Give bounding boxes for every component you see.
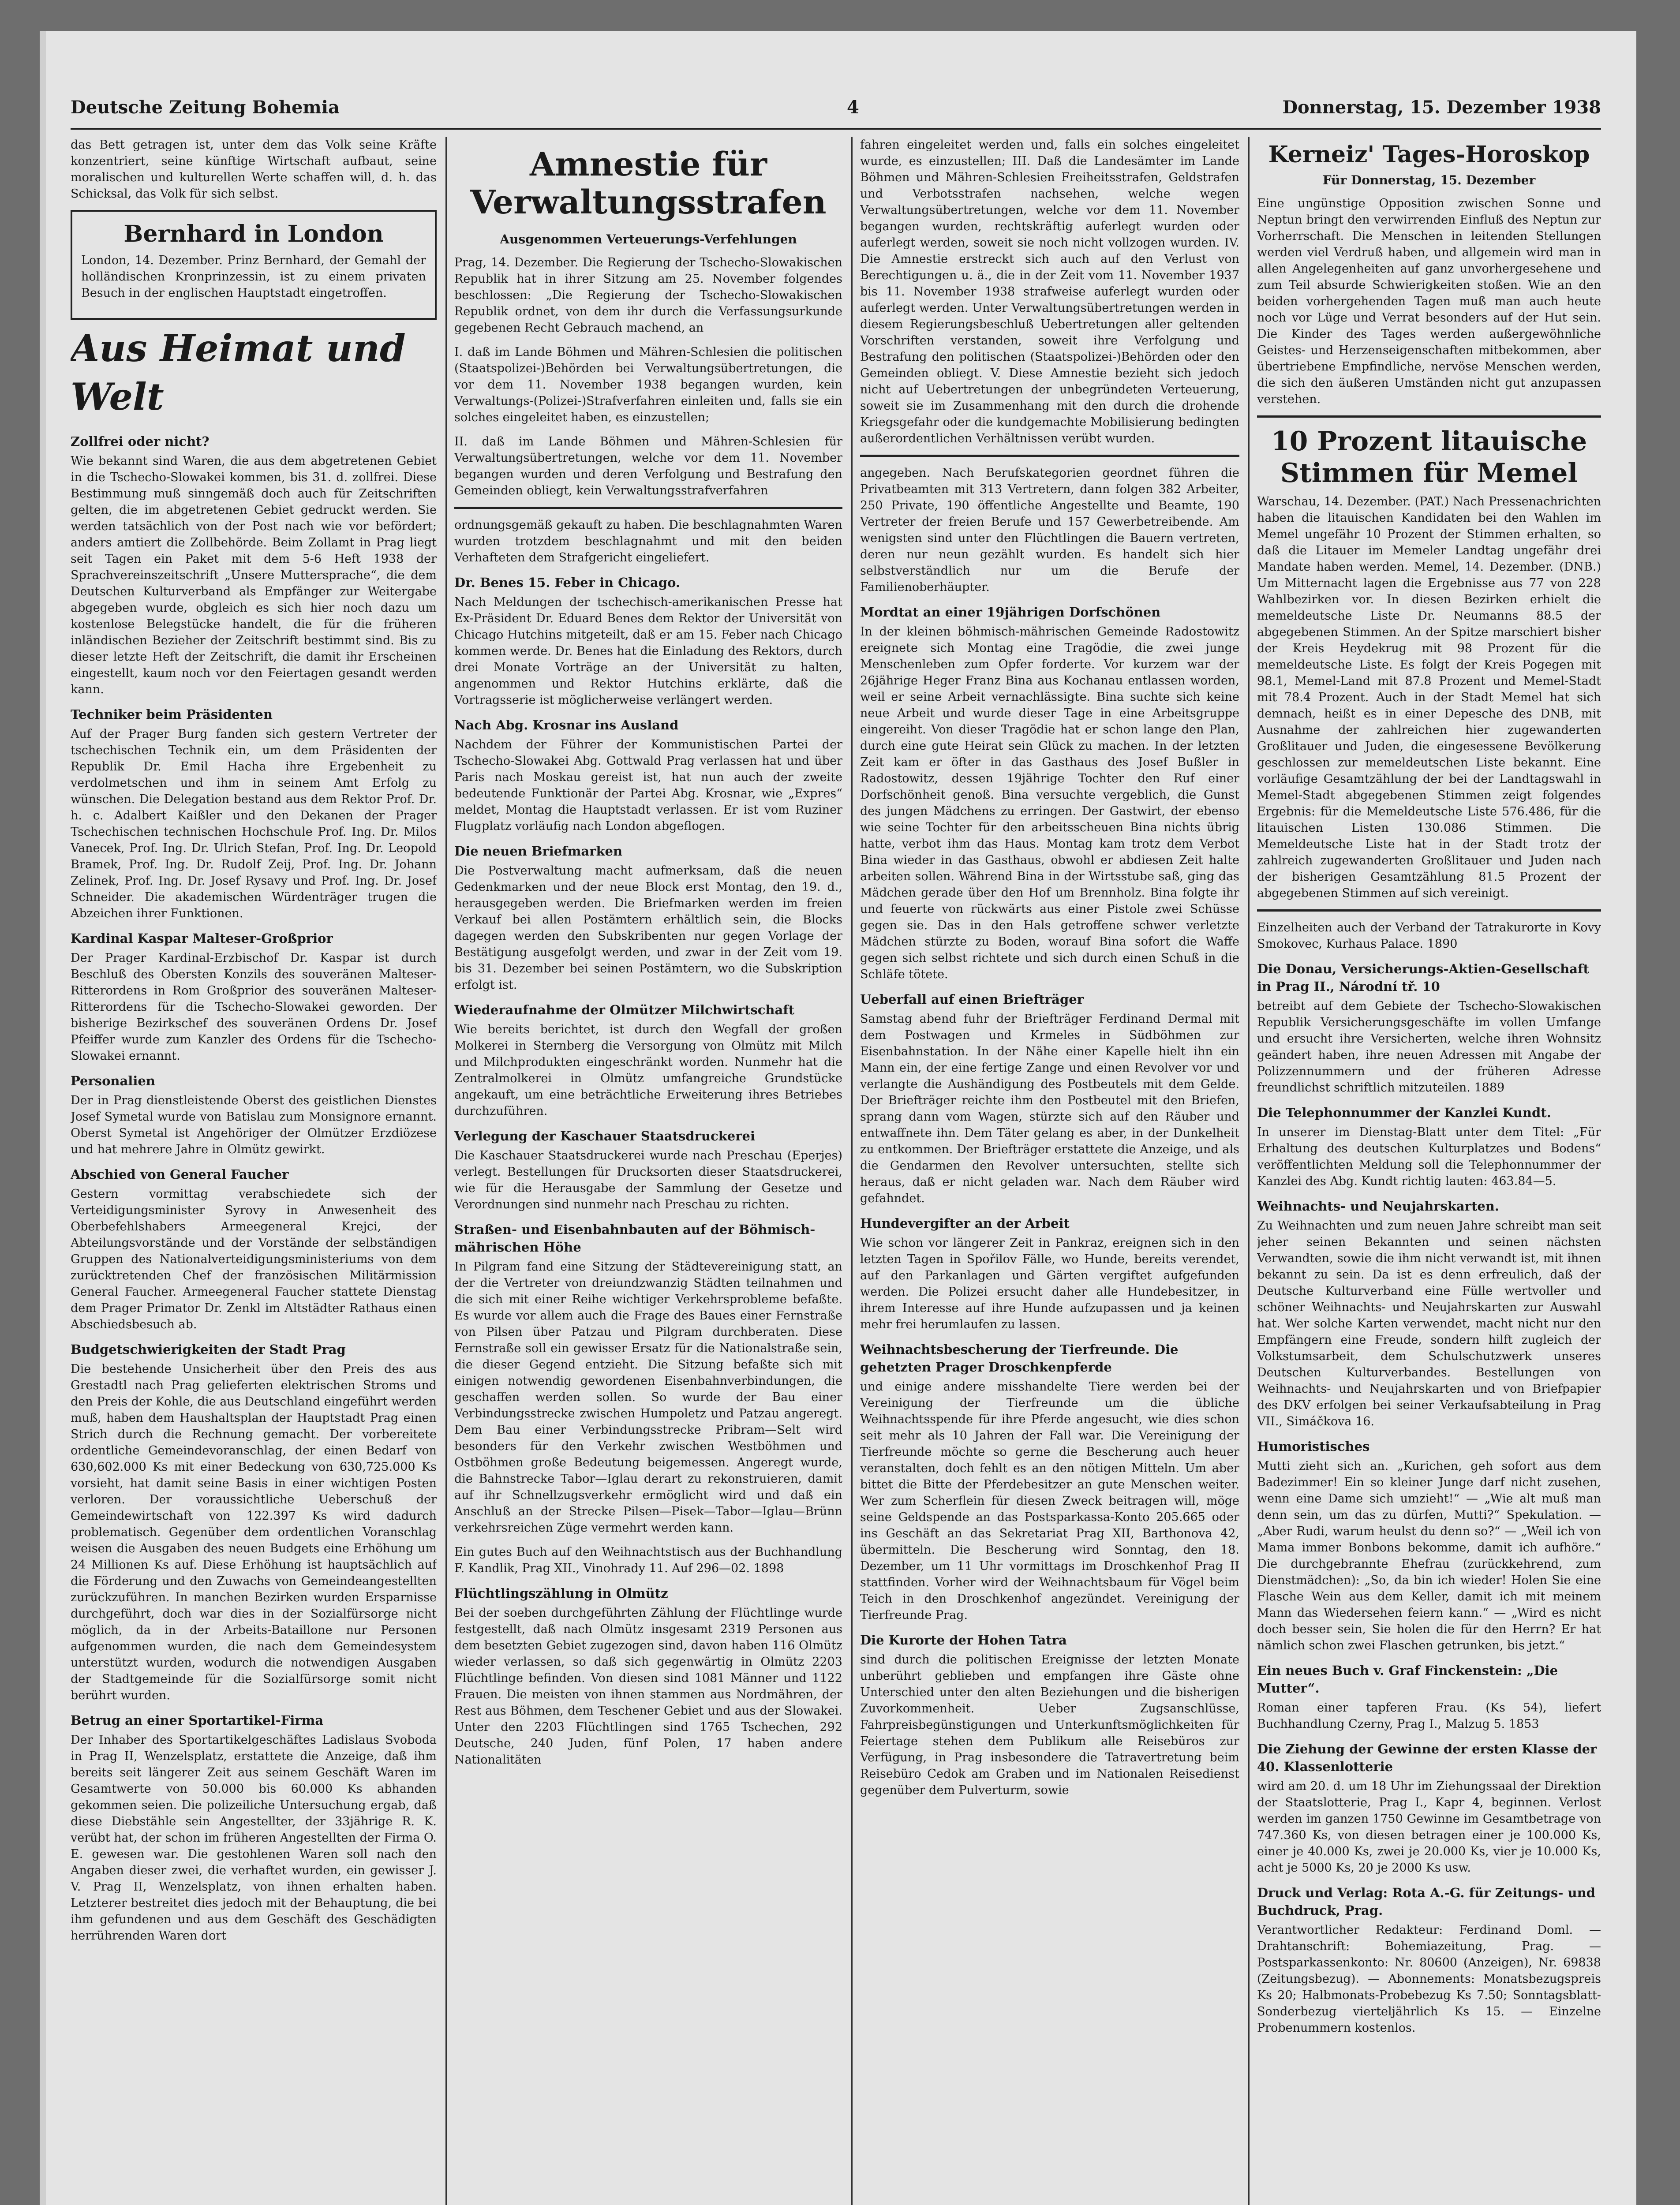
item-heading: Flüchtlingszählung in Olmütz [454, 1586, 668, 1601]
horoscope-headline: Kerneiz' Tages-Horoskop [1268, 141, 1590, 168]
item-text: Der Inhaber des Sportartikelgeschäftes Ladislaus Svoboda in Prag II, Wenzelsplatz, erstattete die Anzeige, daß ihm bereits seit längerer Zeit aus seinem Geschäft Waren im Gesamtwerte von 50.000 bis 60.000 Ks abhanden gekommen seien. Die polizeiliche Untersuchung ergab, daß diese Diebstähle sein Angestellter, der 33jährige R. K. verübt hat, der schon im früheren Angestellten der Firma O. E. gewesen war. Die gestohlenen Waren soll nach den Angaben dieser zwei, die verhaftet wurden, ein gewisser J. V. Prag II, Wenzelsplatz, von ihnen erhalten haben. Letzterer bestreitet dies jedoch mit der Behauptung, die bei ihm gefundenen und aus dem Geschäft des Geschädigten herrührenden Waren dort [71, 1733, 437, 1943]
header-date: Donnerstag, 15. Dezember 1938 [1282, 97, 1601, 118]
header-page-number: 4 [847, 97, 859, 118]
item-heading: Wiederaufnahme der Olmützer Milchwirtschaft [454, 1002, 795, 1017]
item-heading: Mordtat an einer 19jährigen Dorfschönen [860, 605, 1161, 620]
item-heading: Die neuen Briefmarken [454, 844, 623, 859]
section-heading: Aus Heimat und Welt [71, 326, 406, 419]
item-heading: Weihnachts- und Neujahrskarten. [1257, 1199, 1499, 1214]
item-text: Zu Weihnachten und zum neuen Jahre schreibt man seit jeher seinen Bekannten und seinen nächsten Verwandten, sowie die ihm nicht verwandt ist, mit ihnen bekannt zu sein. Da ist es denn erfreulich, daß der Deutsche Kulturverband eine Fülle wertvoller und schöner Weihnachts- und Neujahrskarten zur Auswahl hat. Wer solche Karten verwendet, macht nicht nur den Empfängern eine Freude, sondern hilft zugleich der Volkstumsarbeit, dem Schulschutzwerk unseres Deutschen Kulturverbandes. Bestellungen von Weihnachts- und Neujahrskarten und von Briefpapier des DKV erfolgen bei seiner Verkaufsabteilung in Prag VII., Simáčkova 16. [1257, 1219, 1601, 1428]
item-text: wird am 20. d. um 18 Uhr im Ziehungssaal der Direktion der Staatslotterie, Prag I., Kapr 4, beginnen. Verlost werden im ganzen 1750 Gewinne im Gesamtbetrage von 747.360 Ks, von diesen betragen einer je 100.000 Ks, einer je 40.000 Ks, zwei je 20.000 Ks, vier je 10.000 Ks, acht je 5000 Ks, 20 je 2000 Ks usw. [1257, 1779, 1601, 1875]
item-heading: Die Ziehung der Gewinne der ersten Klasse der 40. Klassenlotterie [1257, 1742, 1597, 1774]
item-heading: Weihnachtsbescherung der Tierfreunde. Die gehetzten Prager Droschkenpferde [860, 1342, 1179, 1375]
rule [1257, 415, 1601, 418]
column-divider [851, 137, 853, 2205]
item-heading: Die Donau, Versicherungs-Aktien-Gesellschaft in Prag II., Národní tř. 10 [1257, 961, 1589, 994]
item-heading: Ein neues Buch v. Graf Finckenstein: „Die Mutter“. [1257, 1663, 1558, 1696]
amnesty-intro: Prag, 14. Dezember. Die Regierung der Tschecho-Slowakischen Republik hat in ihrer Sitzung am 25. November folgendes beschlossen: „Die Regierung der Tschecho-Slowakischen Republik ordnet, von dem ihr durch die Verfassungsurkunde gegebenen Recht Gebrauch machend, an [454, 256, 842, 335]
item-heading: Nach Abg. Krosnar ins Ausland [454, 718, 679, 733]
item-text: Gestern vormittag verabschiedete sich der Verteidigungsminister Syrovy in Anwesenheit des Oberbefehlshabers Armeegeneral Krejci, der Abteilungsvorstände und der Vorstände der selbständigen Gruppen des Nationalverteidigungsministeriums von dem zurücktretenden Chef der französischen Militärmission General Faucher. Armeegeneral Faucher stattete Dienstag dem Prager Primator Dr. Zenkl im Altstädter Rathaus einen Abschiedsbesuch ab. [71, 1187, 437, 1331]
item-text: Ein gutes Buch auf den Weihnachtstisch aus der Buchhandlung F. Kandlik, Prag XII., Vinohrady 11. Auf 296—02. 1898 [454, 1545, 842, 1575]
column-divider [445, 137, 447, 2205]
item-heading: Kardinal Kaspar Malteser-Großprior [71, 931, 333, 946]
item-text: Die bestehende Unsicherheit über den Preis des aus Grestadtl nach Prag gelieferten elektrischen Stroms und den Preis der Kohle, die aus Deutschland eingeführt werden muß, haben dem Haushaltsplan der Hauptstadt Prag einen Strich durch die Rechnung gemacht. Der vorbereitete ordentliche Gemeindevoranschlag, der einen Bedarf von 630,602.000 Ks mit einer Bedeckung von 630,725.000 Ks vorsieht, hat damit seine Basis in einer wichtigen Posten verloren. Der voraussichtliche Ueberschuß der Gemeindewirtschaft von 122.397 Ks wird dadurch problematisch. Gegenüber dem ordentlichen Voranschlag weisen die Ausgaben des neuen Budgets eine Erhöhung um 24 Millionen Ks auf. Diese Erhöhung ist hauptsächlich auf die Förderung und den Zuwachs von Gemeindeangestellten zurückzuführen. In manchen Bezirken wurden Ersparnisse durchgeführt, doch war dies in der Sozialfürsorge nicht möglich, da in der Arbeits-Bataillone nur Personen aufgenommen wurden, die nach dem Gemeindesystem unterstützt wurden, wodurch die notwendigen Ausgaben der Stadtgemeinde für die Sozialfürsorge somit nicht berührt wurden. [71, 1362, 437, 1702]
item-heading: Hundevergifter an der Arbeit [860, 1216, 1070, 1231]
item-heading: Druck und Verlag: Rota A.-G. für Zeitungs- und Buchdruck, Prag. [1257, 1885, 1595, 1918]
item-text: Die Kaschauer Staatsdruckerei wurde nach Preschau (Eperjes) verlegt. Bestellungen für Drucksorten dieser Staatsdruckerei, wie für die Herausgabe der Sammlung der Gesetze und Verordnungen sind nunmehr nach Preschau zu richten. [454, 1149, 842, 1211]
item-text: Mutti zieht sich an. „Kurichen, geh sofort aus dem Badezimmer! Ein so kleiner Junge darf nicht zusehen, wenn eine Dame sich umzieht!“ — „Wie alt muß man denn sein, um das zu dürfen, Mutti?“ Spekulation. — „Aber Rudi, warum heulst du denn so?“ — „Weil ich von Mama immer Bonbons bekomme, damit ich aufhöre.“ Die durchgebrannte Ehefrau (zurückkehrend, zum Dienstmädchen): „So, da bin ich wieder! Holen Sie eine Flasche Wein aus dem Keller, damit ich mit meinem Mann das Wiedersehen feiern kann.“ — „Wird es nicht doch besser sein, Sie holen die für den Herrn? Er hat nämlich schon zwei Flaschen getrunken, bis jetzt.“ [1257, 1459, 1601, 1652]
item-text: ordnungsgemäß gekauft zu haben. Die beschlagnahmten Waren wurden trotzdem beschlagnahmt und mit den beiden Verhafteten dem Strafgericht eingeliefert. [454, 518, 842, 564]
item-text: fahren eingeleitet werden und, falls ein solches eingeleitet wurde, es einzustellen; III. Daß die Landesämter im Lande Böhmen und Mähren-Schlesien Freiheitsstrafen, Geldstrafen und Verbotsstrafen nachsehen, welche wegen Verwaltungsübertretungen, welche vor dem 11. November begangen wurden, rechtskräftig auferlegt wurden oder auferlegt werden, soweit sie noch nicht vollzogen wurden. IV. Die Amnestie erstreckt sich auch auf den Verlust von Berechtigungen u. ä., die in der Zeit vom 11. November 1937 bis 11. November 1938 strafweise auferlegt wurden oder auferlegt werden. Unter Verwaltungsübertretungen werden in diesem Regierungsbeschluß Uebertretungen aller geltenden Vorschriften verstanden, soweit ihre Verfolgung und Bestrafung den politischen (Staatspolizei-)Behörden oder den Gemeinden obliegt. V. Diese Amnestie bezieht sich jedoch nicht auf Uebertretungen der unbegründeten Verteuerung, soweit sie im Zusammenhang mit den durch die drohende Kriegsgefahr oder die kundgemachte Mobilisierung bedingten außerordentlichen Verhältnissen verübt wurden. [860, 138, 1239, 445]
amnesty-continuation [860, 137, 1239, 447]
item-text: In Pilgram fand eine Sitzung der Städtevereinigung statt, an der die Vertreter von dreiundzwanzig Städten teilnahmen und die sich mit einer Reihe wichtiger Verkehrsprobleme befaßte. Es wurde vor allem auch die Frage des Baues einer Fernstraße von Pilsen über Patzau und Pilgram durchberaten. Diese Fernstraße soll ein gewisser Ersatz für die Nationalstraße sein, die dieser Gegend entzieht. Die Sitzung befaßte sich mit einigen notwendig gewordenen Eisenbahnverbindungen, die geschaffen werden sollen. So wurde der Bau einer Verbindungsstrecke zwischen Humpoletz und Patzau angeregt. Dem Bau einer Verbindungsstrecke Pribram—Selt wird besonders für den Verkehr zwischen Westböhmen und Ostböhmen große Bedeutung beigemessen. Angeregt wurde, die Bahnstrecke Tabor—Iglau derart zu rekonstruieren, damit auf ihr Schnellzugsverkehr ermöglicht wird und daß ein Anschluß an der Strecke Pilsen—Pisek—Tabor—Iglau—Brünn verkehrsreichen Züge vermehrt werden kann. [454, 1260, 842, 1535]
bernhard-text: London, 14. Dezember. Prinz Bernhard, der Gemahl der holländischen Kronprinzessin, ist zu einem privaten Besuch in der englischen Hauptstadt eingetroffen. [81, 254, 426, 300]
amnesty-point: I. daß im Lande Böhmen und Mähren-Schlesien die politischen (Staatspolizei-)Behörden bei Verwaltungsübertretungen, die vor dem 11. November 1938 begangen wurden, kein Verwaltungs-(Polizei-)Strafverfahren einleiten und, falls sie ein solches eingeleitet haben, es einzustellen; [454, 345, 842, 424]
item-heading: Techniker beim Präsidenten [71, 707, 273, 722]
item-text: Einzelheiten auch der Verband der Tatrakurorte in Kovy Smokovec, Kurhaus Palace. 1890 [1257, 921, 1601, 951]
intro-paragraph: das Bett getragen ist, unter dem das Volk seine Kräfte konzentriert, seine künftige Wirtschaft aufbaut, seine moralischen und kulturellen Werte schaffen will, d. h. das Schicksal, das Volk für sich selbst. [71, 138, 437, 201]
item-text: Bei der soeben durchgeführten Zählung der Flüchtlinge wurde festgestellt, daß nach Olmütz insgesamt 2319 Personen aus dem besetzten Gebiet zugezogen sind, davon haben 116 Olmütz wieder verlassen, so daß sich gegenwärtig in Olmütz 2203 Flüchtlinge befinden. Von diesen sind 1081 Männer und 1122 Frauen. Die meisten von ihnen stammen aus Nordmähren, der Rest aus Böhmen, dem Teschener Gebiet und aus der Slowakei. Unter den 2203 Flüchtlingen sind 1765 Tschechen, 292 Deutsche, 240 Juden, fünf Polen, 17 haben andere Nationalitäten [454, 1606, 842, 1767]
item-text: Wie schon vor längerer Zeit in Pankraz, ereignen sich in den letzten Tagen in Spořilov Fälle, wo Hunde, bereits verendet, auf den Parkanlagen und Gärten vergiftet aufgefunden werden. Die Polizei ersucht daher alle Hundebesitzer, in ihrem Interesse auf ihre Hunde aufzupassen und ja keinen mehr frei herumlaufen zu lassen. [860, 1236, 1239, 1331]
item-heading: Zollfrei oder nicht? [71, 434, 210, 449]
item-heading: Verlegung der Kaschauer Staatsdruckerei [454, 1129, 755, 1144]
item-heading: Dr. Benes 15. Feber in Chicago. [454, 575, 681, 590]
item-text: Auf der Prager Burg fanden sich gestern Vertreter der tschechischen Technik ein, um dem Präsidenten der Republik Dr. Emil Hacha ihre Ergebenheit zu verdolmetschen und ihm in seinem Amt Erfolg zu wünschen. Die Delegation bestand aus dem Rektor Prof. Dr. h. c. Adalbert Kaißler und den Dekanen der Prager Tschechischen technischen Hochschule Prof. Ing. Dr. Milos Vanecek, Prof. Ing. Dr. Ulrich Stefan, Prof. Ing. Dr. Leopold Bramek, Prof. Ing. Dr. Rudolf Zeij, Prof. Ing. Dr. Johann Zelinek, Prof. Ing. Dr. Josef Rysavy und Prof. Ing. Dr. Josef Schneider. Die akademischen Würdenträger trugen die Abzeichen ihrer Funktionen. [71, 727, 437, 920]
item-text: und einige andere misshandelte Tiere werden bei der Vereinigung der Tierfreunde um die übliche Weihnachtsspende für ihre Pferde angesucht, wie dies schon seit mehr als 10 Jahren der Fall war. Die Vereinigung der Tierfreunde möchte so gerne die Bescherung auch heuer veranstalten, doch fehlt es an den nötigen Mitteln. Um aber bittet die Bitte der Pferdebesitzer an gute Menschen weiter. Wer zum Scherflein für diesen Zweck beitragen will, möge seine Geldspende an das Postsparkassa-Konto 205.665 oder ins Geschäft an das Sekretariat Prag XII, Barthonova 42, übermitteln. Die Bescherung wird Sonntag, den 18. Dezember, um 11 Uhr vormittags im Droschkenhof Prag II stattfinden. Vorher wird der Weihnachtsbaum für Vögel beim Teich in den Droschkenhof angezündet. Vereinigung der Tierfreunde Prag. [860, 1380, 1239, 1622]
item-heading: Die Telephonnummer der Kanzlei Kundt. [1257, 1105, 1551, 1120]
item-text: betreibt auf dem Gebiete der Tschecho-Slowakischen Republik Versicherungsgeschäfte im vollen Umfange und ersucht ihre Versicherten, welche ihren Wohnsitz geändert haben, ihre neuen Adressen mit Angabe der Polizzennummern und der früheren Adresse freundlichst schriftlich mitzuteilen. 1889 [1257, 999, 1601, 1095]
news-list [860, 465, 1239, 1798]
item-text: Roman einer tapferen Frau. (Ks 54), liefert Buchhandlung Czerny, Prag I., Malzug 5. 1853 [1257, 1701, 1601, 1731]
item-heading: Ueberfall auf einen Briefträger [860, 992, 1084, 1007]
amnesty-subheadline: Ausgenommen Verteuerungs-Verfehlungen [500, 232, 797, 247]
news-list [71, 433, 437, 1944]
item-heading: Betrug an einer Sportartikel-Firma [71, 1713, 324, 1728]
bernhard-article [71, 210, 437, 320]
newspaper-page [40, 31, 1636, 2205]
horoscope-subheadline: Für Donnerstag, 15. Dezember [1322, 173, 1536, 187]
page-edge [40, 31, 46, 2205]
horoscope-text: Eine ungünstige Opposition zwischen Sonne und Neptun bringt den verwirrenden Einfluß des Neptun zur Vorherrschaft. Die Menschen in leitenden Stellungen werden viel Verdruß haben, und allgemein wird man in allen Angelegenheiten auf ganz unvorhergesehene und zum Teil absurde Schwierigkeiten stoßen. Wie an den beiden vorhergehenden Tagen muß man auch heute noch vor Lüge und Verrat besonders auf der Hut sein. Die Kinder des Tages werden außergewöhnliche Geistes- und Herzenseigenschaften mitbekommen, aber übertriebene Empfindliche, nervöse Menschen werden, die sich den äußeren Umständen nicht gut anzupassen verstehen. [1257, 197, 1601, 406]
item-text: In unserer im Dienstag-Blatt unter dem Titel: „Für Erhaltung des deutschen Kulturplatzes und Bodens“ veröffentlichten Meldung soll die Telephonnummer der Kanzlei des Abg. Kundt richtig lauten: 463.84—5. [1257, 1125, 1601, 1188]
item-text: Nachdem der Führer der Kommunistischen Partei der Tschecho-Slowakei Abg. Gottwald Prag verlassen hat und über Paris nach Moskau gereist ist, hat nun auch der zweite bedeutende Funktionär der Partei Abg. Krosnar, wie „Expres“ meldet, Montag die Hauptstadt verlassen. Er ist vom Ruziner Flugplatz vorläufig nach London abgeflogen. [454, 738, 842, 833]
item-text: angegeben. Nach Berufskategorien geordnet führen die Privatbeamten mit 313 Vertretern, dann folgen 382 Arbeiter, 250 Private, 190 öffentliche Angestellte und Beamte, 190 Vertreter der freien Berufe und 157 Gewerbetreibende. Am wenigsten sind unter den Flüchtlingen die Bauern vertreten, deren nur neun gezählt wurden. Es handelt sich hier selbstverständlich nur um die Berufe der Familienoberhäupter. [860, 466, 1239, 594]
column-2 [454, 137, 842, 2205]
column-3 [860, 137, 1239, 2205]
item-text: Verantwortlicher Redakteur: Ferdinand Doml. — Drahtanschrift: Bohemiazeitung, Prag. — Postsparkassenkonto: Nr. 80600 (Anzeigen), Nr. 69838 (Zeitungsbezug). — Abonnements: Monatsbezugspreis Ks 20; Halbmonats-Probebezug Ks 7.50; Sonntagsblatt-Sonderbezug vierteljährlich Ks 15. — Einzelne Probenummern kostenlos. [1257, 1923, 1601, 2035]
item-heading: Personalien [71, 1073, 155, 1088]
column-divider [1248, 137, 1250, 2205]
rule [454, 507, 842, 509]
column-4 [1257, 137, 1601, 2205]
item-text: Wie bekannt sind Waren, die aus dem abgetretenen Gebiet in die Tschecho-Slowakei kommen, bis 31. d. zollfrei. Diese Bestimmung muß sinngemäß doch auch für Zeitschriften gelten, die im abgetretenen Gebiet gedruckt werden. Sie werden tatsächlich von der Post nach wie vor befördert; anders amtiert die Zollbehörde. Beim Zollamt in Prag liegt seit Tagen ein Paket mit dem 5-6 Heft 1938 der Sprachvereinszeitschrift „Unsere Muttersprache“, die dem Deutschen Kulturverband als Empfänger zur Weitergabe abgegeben wurde, obgleich es sich hier noch dazu um kostenlose Belegstücke handelt, die für die früheren inländischen Bezieher der Zeitschrift bestimmt sind. Bis zu dieser letzte Heft der Zeitschrift, die damit ihr Erscheinen eingestellt, kaum noch vor den Feiertagen gesandt werden kann. [71, 454, 437, 696]
memel-headline: 10 Prozent litauische Stimmen für Memel [1271, 426, 1587, 489]
item-text: Nach Meldungen der tschechisch-amerikanischen Presse hat Ex-Präsident Dr. Eduard Benes dem Rektor der Universität von Chicago Hutchins mitgeteilt, daß er am 15. Feber nach Chicago kommen werde. Dr. Benes hat die Einladung des Rektors, durch drei Monate Vorträge an der Universität zu halten, angenommen und Rektor Hutchins erklärte, daß die Vortragsserie ist möglicherweise verlängert werden. [454, 595, 842, 707]
memel-text: Warschau, 14. Dezember. (PAT.) Nach Pressenachrichten haben die litauischen Kandidaten bei den Wahlen im Memel ungefähr 10 Prozent der Stimmen erhalten, so daß die Litauer im Memeler Landtag ungefähr drei Mandate haben werden. Memel, 14. Dezember. (DNB.) Um Mitternacht lagen die Ergebnisse aus 77 von 228 Wahlbezirken vor. In diesen Bezirken erhielt die memeldeutsche Liste Dr. Neumanns 88.5 der abgegebenen Stimmen. An der Spitze marschiert bisher der Kreis Heydekrug mit 98 Prozent für die memeldeutsche Liste. Es folgt der Kreis Pogegen mit 98.1, Memel-Land mit 87.8 Prozent und Memel-Stadt mit 78.4 Prozent. Auch in der Stadt Memel hat sich demnach, heißt es in einer Depesche des DNB, mit Ausnahme der zahlreichen hier zugewanderten Großlitauer und Juden, die eingesessene Bevölkerung geschlossen zur memeldeutschen Liste bekannt. Eine vorläufige Gesamtzählung der bei der Landtagswahl in Memel-Stadt abgegebenen Stimmen zeigt folgendes Ergebnis: für die Memeldeutsche Liste 576.486, für die litauischen Listen 130.086 Stimmen. Die Memeldeutsche Liste hat in der Stadt trotz der zahlreich zugewanderten Großlitauer und Juden nach der bisherigen Gesamtzählung 81.5 Prozent der abgegebenen Stimmen auf sich vereinigt. [1257, 495, 1601, 900]
rule [860, 455, 1239, 457]
column-1 [71, 137, 437, 2205]
notices-list [1257, 919, 1601, 2036]
amnesty-headline: Amnestie für Verwaltungsstrafen [470, 146, 827, 221]
rule [1257, 909, 1601, 912]
item-heading: Humoristisches [1257, 1439, 1370, 1454]
header-paper-name: Deutsche Zeitung Bohemia [71, 97, 340, 118]
amnesty-point: II. daß im Lande Böhmen und Mähren-Schlesien für Verwaltungsübertretungen, welche vor dem 11. November begangen wurden und deren Verfolgung und Bestrafung den Gemeinden obliegt, kein Verwaltungsstrafverfahren [454, 435, 842, 497]
item-heading: Budgetschwierigkeiten der Stadt Prag [71, 1342, 346, 1357]
item-text: Samstag abend fuhr der Briefträger Ferdinand Dermal mit dem Postwagen und Krmeles in Südböhmen zur Eisenbahnstation. In der Nähe einer Kapelle hielt ihn ein Mann ein, der eine fertige Zange und einen Revolver vor und verlangte die Aushändigung des Postbeutels mit dem Gelde. Der Briefträger reichte ihm den Postbeutel mit den Briefen, sprang dann vom Wagen, stürzte sich auf den Räuber und entwaffnete ihn. Dem Täter gelang es aber, in der Dunkelheit zu entkommen. Der Briefträger erstattete die Anzeige, und als die Gendarmen den Revolver untersuchten, stellte sich heraus, daß er nicht geladen war. Nach dem Räuber wird gefahndet. [860, 1012, 1239, 1205]
page-header [71, 97, 1601, 130]
item-heading: Straßen- und Eisenbahnbauten auf der Böhmisch-mährischen Höhe [454, 1222, 816, 1255]
item-text: Wie bereits berichtet, ist durch den Wegfall der großen Molkerei in Sternberg die Versorgung von Olmütz mit Milch und Milchprodukten eingeschränkt worden. Nunmehr hat die Zentralmolkerei in Olmütz umfangreiche Grundstücke angekauft, um eine beträchtliche Erweiterung ihres Betriebes durchzuführen. [454, 1023, 842, 1118]
bernhard-headline: Bernhard in London [123, 220, 384, 247]
item-text: sind durch die politischen Ereignisse der letzten Monate unberührt geblieben und empfangen ihre Gäste ohne Unterschied unter den alten Beziehungen und die bisherigen Zuvorkommenheit. Ueber Zugsanschlüsse, Fahrpreisbegünstigungen und Unterkunftsmöglichkeiten für Feiertage stehen dem Publikum alle Reisebüros zur Verfügung, in Prag insbesondere die Tatravertretung beim Reisebüro Cedok am Graben und im Nationalen Reisedienst gegenüber dem Pulverturm, sowie [860, 1653, 1239, 1797]
item-heading: Abschied von General Faucher [71, 1167, 289, 1182]
item-text: Der in Prag dienstleistende Oberst des geistlichen Dienstes Josef Symetal wurde von Batislau zum Monsignore ernannt. Oberst Symetal ist Angehöriger der Olmützer Erzdiözese und hat mehrere Jahre in Olmütz gewirkt. [71, 1094, 437, 1156]
item-text: Der Prager Kardinal-Erzbischof Dr. Kaspar ist durch Beschluß des Obersten Konzils des souveränen Malteser-Ritterordens in Rom Großprior des souveränen Malteser-Ritterordens für die Tschecho-Slowakei geworden. Der bisherige Bezirkschef des souveränen Ordens Dr. Josef Pfeiffer wurde zum Kanzler des Ordens für die Tschecho-Slowakei ernannt. [71, 951, 437, 1063]
news-list [454, 517, 842, 1768]
item-heading: Die Kurorte der Hohen Tatra [860, 1633, 1067, 1648]
item-text: In der kleinen böhmisch-mährischen Gemeinde Radostowitz ereignete sich Montag eine Tragödie, die zwei junge Menschenleben zum Opfer forderte. Vor kurzem war der 26jährige Heger Franz Bina aus Kochanau entlassen worden, weil er seine Arbeit vernachlässigte. Bina suchte sich keine neue Arbeit und wurde dieser Tage in eine Arbeitsgruppe eingereiht. Von dieser Tragödie hat er schon lange den Plan, durch eine gute Heirat sein Glück zu machen. In der letzten Zeit kam er öfter in das Gasthaus des Josef Bußler in Radostowitz, dessen 19jährige Tochter den Ruf einer Dorfschönheit genoß. Bina versuchte vergeblich, die Gunst des jungen Mädchens zu erringen. Der Gastwirt, der ebenso wie seine Tochter für den arbeitsscheuen Bina nichts übrig hatte, verbot ihm das Haus. Montag kam trotz dem Verbot Bina wieder in das Gasthaus, obwohl er abdiesen Zeit halte arbeiten sollen. Während Bina in der Wirtsstube saß, ging das Mädchen gerade über den Hof um Brennholz. Bina folgte ihr und feuerte von rückwärts aus einer Pistole zwei Schüsse gegen sie. Das in den Hals getroffene schwer verletzte Mädchen stürzte zu Boden, worauf Bina sofort die Waffe gegen sich selbst richtete und sich durch einen Schuß in die Schläfe tötete. [860, 625, 1239, 981]
item-text: Die Postverwaltung macht aufmerksam, daß die neuen Gedenkmarken und der neue Block erst Montag, den 19. d., herausgegeben werden. Die Briefmarken werden im freien Verkauf bei allen Postämtern erhältlich sein, die Blocks dagegen werden den Subskribenten nur gegen Vorlage der Bestätigung ausgefolgt werden, und zwar in der Zeit vom 19. bis 31. Dezember bei seinen Postämtern, wo die Subskription erfolgt ist. [454, 864, 842, 992]
